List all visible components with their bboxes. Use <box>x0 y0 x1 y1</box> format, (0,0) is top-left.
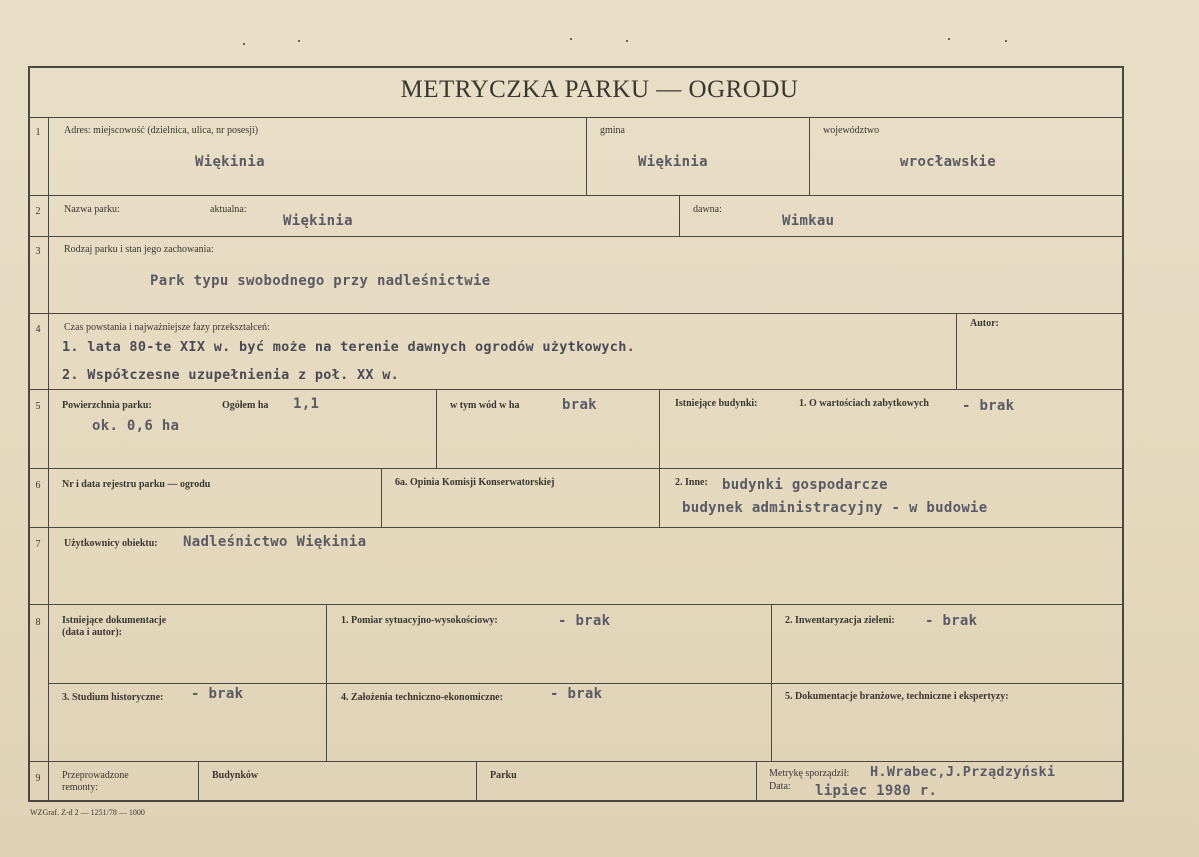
cell-divider <box>198 761 199 802</box>
survey-label: 1. Pomiar sytuacyjno-wysokościowy: <box>341 615 498 626</box>
park-type-label: Rodzaj parku i stan jego zachowania: <box>64 244 214 255</box>
paper-speck <box>1005 40 1007 42</box>
history-phase-1: 1. lata 80-te XIX w. być może na terenie dawnych ogrodów użytkowych. <box>62 339 636 355</box>
users-value: Nadleśnictwo Więkinia <box>183 534 367 550</box>
historical-study-label: 3. Studium historyczne: <box>62 692 164 703</box>
users-label: Użytkownicy obiektu: <box>64 538 158 549</box>
current-name-value: Więkinia <box>283 213 353 229</box>
monument-value: - brak <box>962 398 1015 414</box>
cell-divider <box>586 117 587 195</box>
row-divider <box>28 389 1124 390</box>
row-number: 4 <box>35 324 41 335</box>
address-label: Adres: miejscowość (dzielnica, ulica, nr posesji) <box>64 125 259 136</box>
paper-speck <box>298 40 300 42</box>
other-buildings-label: 2. Inne: <box>675 477 708 488</box>
total-area-value: 1,1 <box>293 396 320 412</box>
water-area-value: brak <box>562 397 597 413</box>
prepared-by-value: H.Wrabec,J.Prządzyński <box>870 764 1056 780</box>
renovations-sublabel: remonty: <box>62 782 99 793</box>
other-buildings-line-1: budynki gospodarcze <box>722 477 888 493</box>
row-divider <box>28 117 1124 118</box>
greenery-inventory-value: - brak <box>925 613 978 629</box>
total-area-label: Ogółem ha <box>222 400 269 411</box>
branch-docs-label: 5. Dokumentacje branżowe, techniczne i ekspertyzy: <box>785 691 1009 702</box>
renovations-label: Przeprowadzone <box>62 770 129 781</box>
history-phases-label: Czas powstania i najważniejsze fazy przekształceń: <box>64 322 270 333</box>
row-number: 1 <box>35 127 41 138</box>
tech-economic-label: 4. Założenia techniczno-ekonomiczne: <box>341 692 503 703</box>
form-title: METRYCZKA PARKU — OGRODU <box>400 76 799 103</box>
row-number: 5 <box>35 401 41 412</box>
paper-speck <box>948 38 950 40</box>
cell-divider <box>659 468 660 527</box>
park-area-label: Powierzchnia parku: <box>62 400 152 411</box>
tech-economic-value: - brak <box>550 686 603 702</box>
paper-speck <box>570 38 572 40</box>
water-area-label: w tym wód w ha <box>450 400 520 411</box>
row-number: 6 <box>35 480 41 491</box>
historical-study-value: - brak <box>191 686 244 702</box>
park-renovations-label: Parku <box>490 770 517 781</box>
other-buildings-line-2: budynek administracyjny - w budowie <box>682 500 988 516</box>
author-label: Autor: <box>970 318 999 329</box>
number-column-divider <box>48 117 49 802</box>
row-number: 8 <box>35 617 41 628</box>
cell-divider <box>679 195 680 236</box>
address-value: Więkinia <box>195 154 265 170</box>
gmina-value: Więkinia <box>638 154 708 170</box>
row-divider <box>28 604 1124 605</box>
cell-divider <box>436 389 437 468</box>
gmina-label: gmina <box>600 125 625 136</box>
date-value: lipiec 1980 r. <box>815 783 938 799</box>
cell-divider <box>956 313 957 389</box>
cell-divider <box>659 389 660 468</box>
row-number: 2 <box>35 206 41 217</box>
date-label: Data: <box>769 781 791 792</box>
conservation-opinion-label: 6a. Opinia Komisji Konserwatorskiej <box>395 477 555 488</box>
row-divider <box>28 195 1124 196</box>
row-divider <box>28 236 1124 237</box>
existing-buildings-label: Istniejące budynki: <box>675 398 758 409</box>
prepared-by-label: Metrykę sporządził: <box>769 768 850 779</box>
park-area-value: ok. 0,6 ha <box>92 418 180 434</box>
cell-divider <box>326 604 327 761</box>
cell-divider <box>809 117 810 195</box>
row-divider <box>48 683 1124 684</box>
former-name-value: Wimkau <box>782 213 835 229</box>
printer-imprint: WZGraf. Z-d 2 — 1251/78 — 1000 <box>30 808 145 817</box>
park-name-label: Nazwa parku: <box>64 204 120 215</box>
former-name-label: dawna: <box>693 204 722 215</box>
survey-value: - brak <box>558 613 611 629</box>
monument-value-label: 1. O wartościach zabytkowych <box>799 398 929 409</box>
cell-divider <box>771 604 772 761</box>
row-number: 3 <box>35 246 41 257</box>
history-phase-2: 2. Współczesne uzupełnienia z poł. XX w. <box>62 367 400 383</box>
documentation-sublabel: (data i autor): <box>62 627 122 638</box>
row-divider <box>28 527 1124 528</box>
row-divider <box>28 468 1124 469</box>
buildings-renovations-label: Budynków <box>212 770 259 781</box>
cell-divider <box>381 468 382 527</box>
voivodeship-label: województwo <box>823 125 880 136</box>
row-number: 7 <box>35 539 41 550</box>
row-divider <box>28 761 1124 762</box>
register-label: Nr i data rejestru parku — ogrodu <box>62 479 211 490</box>
row-divider <box>28 313 1124 314</box>
cell-divider <box>756 761 757 802</box>
greenery-inventory-label: 2. Inwentaryzacja zieleni: <box>785 615 895 626</box>
row-number: 9 <box>35 773 41 784</box>
paper-speck <box>626 40 628 42</box>
paper-speck <box>243 43 245 45</box>
cell-divider <box>476 761 477 802</box>
park-type-value: Park typu swobodnego przy nadleśnictwie <box>150 273 491 289</box>
current-name-label: aktualna: <box>210 204 247 215</box>
documentation-label: Istniejące dokumentacje <box>62 615 167 626</box>
voivodeship-value: wrocławskie <box>900 154 997 170</box>
